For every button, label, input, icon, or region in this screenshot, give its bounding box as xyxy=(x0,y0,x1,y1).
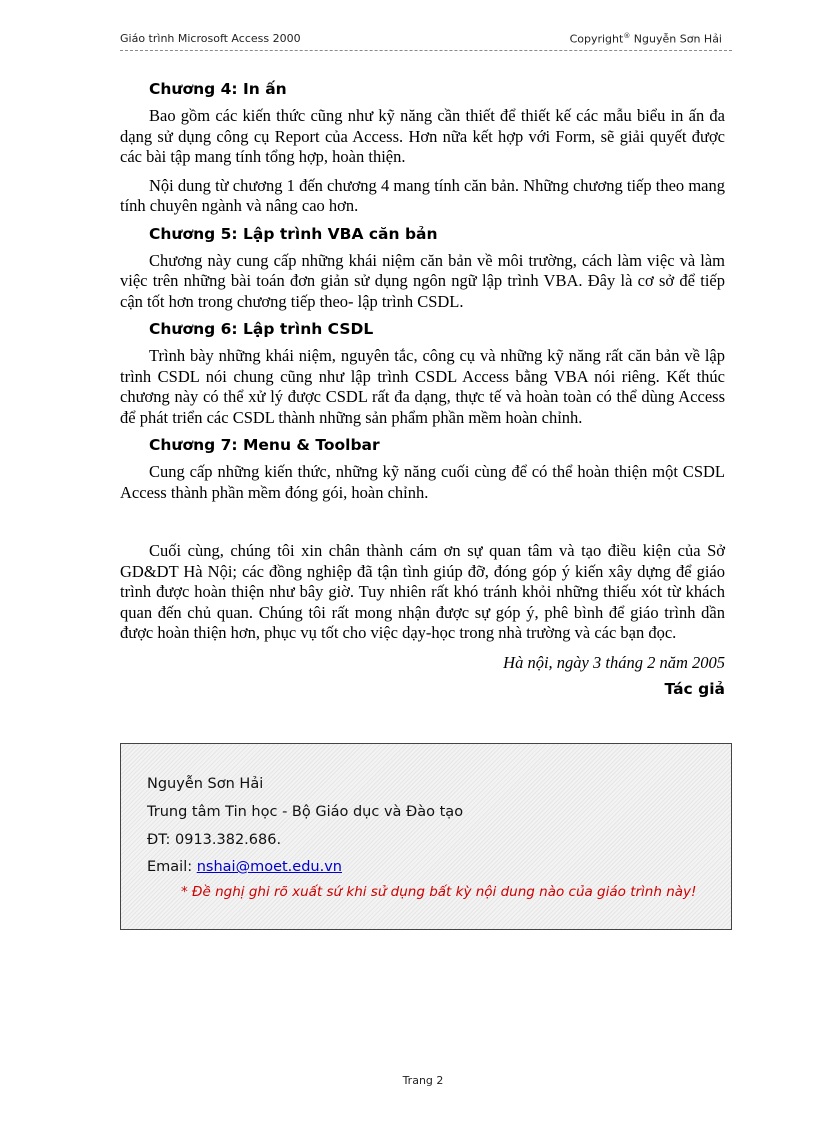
header-book-title: Giáo trình Microsoft Access 2000 xyxy=(120,32,301,45)
page-header xyxy=(120,28,732,51)
contact-box xyxy=(120,743,732,930)
chapter-paragraph: Chương này cung cấp những khái niệm căn bản về môi trường, cách làm việc và làm việc trên những bài toán đơn giản sử dụng ngôn ngữ lập trình VBA. Đây là cơ sở để tiếp cận tốt hơn trong chương tiếp theo- lập trình CSDL. xyxy=(120,250,725,311)
signature-date: Hà nội, ngày 3 tháng 2 năm 2005 xyxy=(503,652,725,672)
chapter-title: Chương 4: In ấn xyxy=(149,80,287,98)
chapter-paragraph: Nội dung từ chương 1 đến chương 4 mang tính căn bản. Những chương tiếp theo mang tính chuyên ngành và nâng cao hơn. xyxy=(120,175,725,215)
contact-name: Nguyễn Sơn Hải xyxy=(147,776,264,792)
chapter-title: Chương 7: Menu & Toolbar xyxy=(149,436,380,454)
chapter-paragraph: Bao gồm các kiến thức cũng như kỹ năng cần thiết để thiết kế các mẫu biểu in ấn đa dạng sử dụng công cụ Report của Access. Hơn nữa kết hợp với Form, sẽ giải quyết được các bài tập mang tính tổng hợp, hoàn thiện. xyxy=(120,106,725,166)
usage-note: * Đề nghị ghi rõ xuất sứ khi sử dụng bất kỳ nội dung nào của giáo trình này! xyxy=(181,884,697,900)
spacer xyxy=(120,511,725,541)
email-label: Email: xyxy=(147,859,197,875)
chapter-title: Chương 6: Lập trình CSDL xyxy=(149,320,374,338)
copyright-author: Nguyễn Sơn Hải xyxy=(630,32,722,46)
email-link[interactable]: nshai@moet.edu.vn xyxy=(196,859,342,875)
page-number: Trang 2 xyxy=(402,1074,444,1087)
signature-author: Tác giả xyxy=(664,679,725,698)
page-content xyxy=(120,80,725,700)
contact-organization: Trung tâm Tin học - Bộ Giáo dục và Đào tạo xyxy=(147,804,464,820)
closing-paragraph: Cuối cùng, chúng tôi xin chân thành cám ơn sự quan tâm và tạo điều kiện của Sở GD&DT Hà Nội; các đồng nghiệp đã tận tình giúp đỡ, đóng góp ý kiến xây dựng để giáo trình được hoàn thiện như bây giờ. Tuy nhiên rất khó tránh khỏi những thiếu xót từ khách quan đến chủ quan. Chúng tôi rất mong nhận được sự góp ý, phê bình để giáo trình dần được hoàn thiện hơn, phục vụ tốt cho việc dạy-học trong nhà trường và các bạn đọc. xyxy=(120,541,725,642)
registered-mark: ® xyxy=(623,32,631,40)
chapter-title: Chương 5: Lập trình VBA căn bản xyxy=(149,224,438,243)
header-copyright xyxy=(570,32,722,46)
copyright-label: Copyright xyxy=(569,32,624,46)
chapter-paragraph: Trình bày những khái niệm, nguyên tắc, công cụ và những kỹ năng rất căn bản về lập trình CSDL nói chung cũng như lập trình CSDL Access bằng VBA nói riêng. Kết thúc chương này có thể xử lý được CSDL rất đa dạng, thực tế và hoàn toàn có thể dùng Access để phát triển các CSDL thành những sản phẩm phần mềm hoàn chỉnh. xyxy=(120,346,725,427)
contact-email-row xyxy=(147,859,342,875)
contact-phone: ĐT: 0913.382.686. xyxy=(147,832,282,848)
chapter-paragraph: Cung cấp những kiến thức, những kỹ năng cuối cùng để có thể hoàn thiện một CSDL Access thành phần mềm đóng gói, hoàn chỉnh. xyxy=(120,462,725,502)
